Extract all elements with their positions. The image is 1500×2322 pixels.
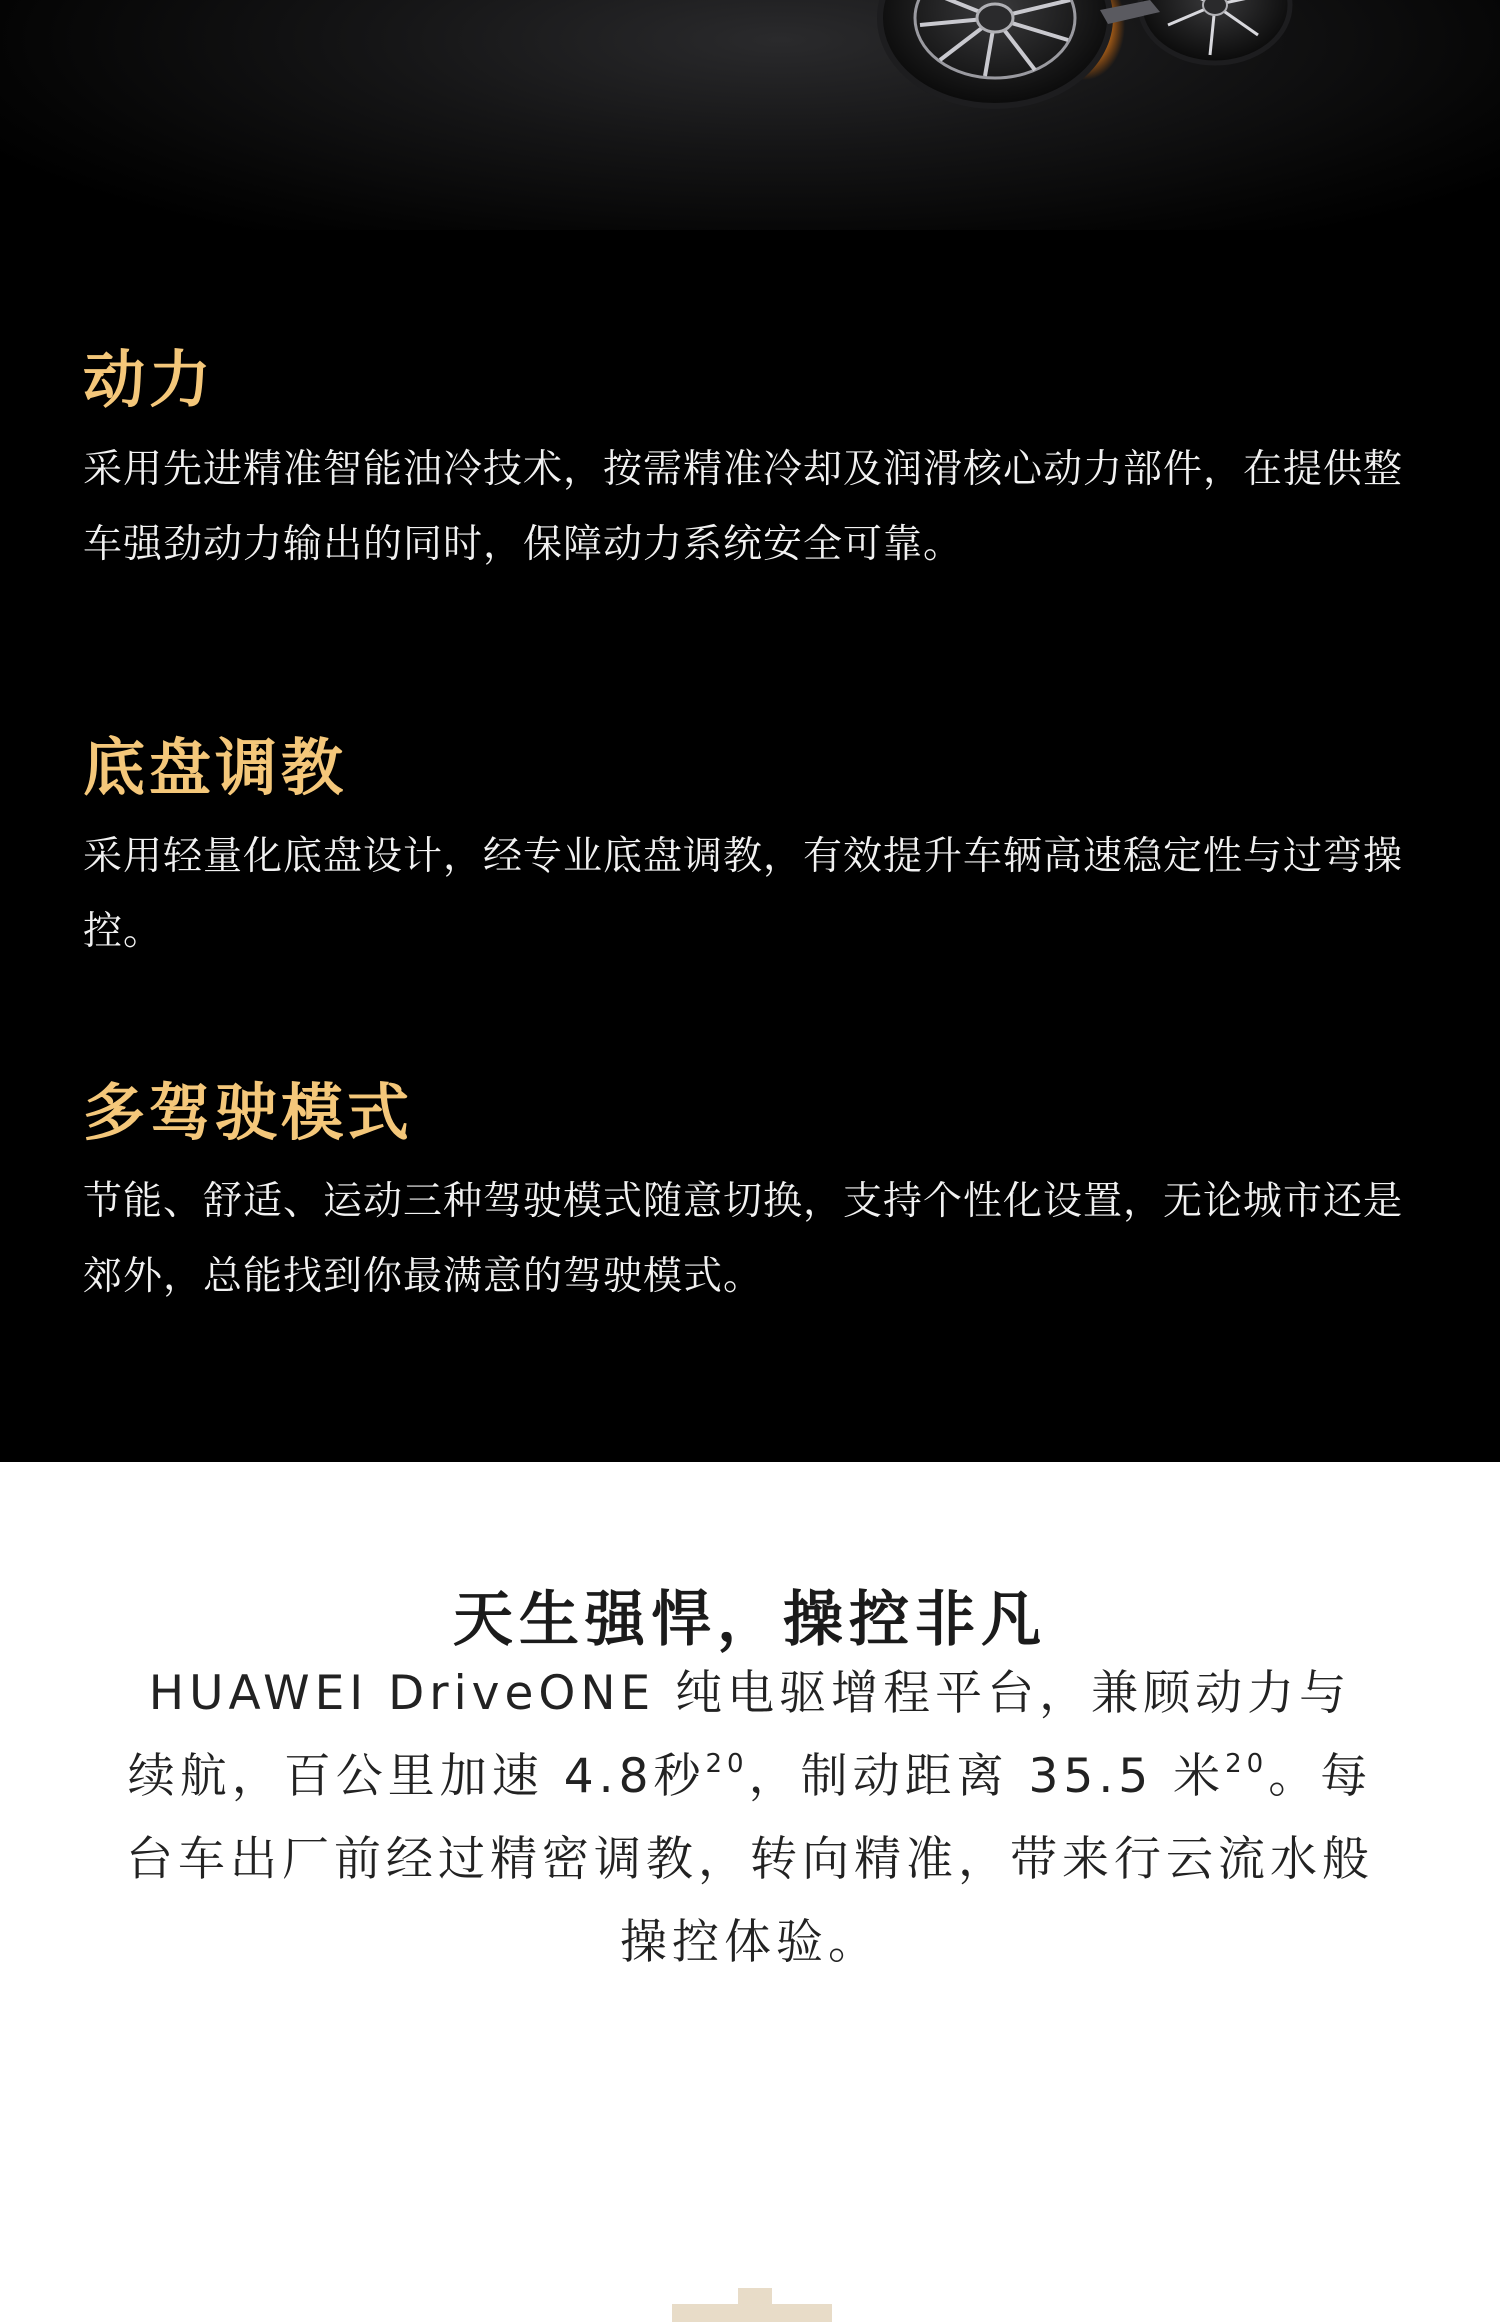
rear-wheel (1140, 0, 1290, 63)
feature-desc-power: 采用先进精准智能油冷技术，按需精准冷却及润滑核心动力部件，在提供整车强劲动力输出的同时，保障动力系统安全可靠。 (83, 447, 1404, 567)
performance-body-part1: HUAWEI DriveONE 纯电驱增程平台，兼顾动力与续航，百公里加速 4.8秒 (127, 1666, 1352, 1804)
performance-body-part2: ，制动距离 35.5 米 (748, 1749, 1226, 1804)
partial-heading-glyph-shape (672, 2282, 832, 2322)
feature-desc-drive-modes: 节能、舒适、运动三种驾驶模式随意切换，支持个性化设置，无论城市还是郊外，总能找到你最满意的驾驶模式。 (83, 1179, 1404, 1299)
feature-title-drive-modes: 多驾驶模式 (83, 1076, 414, 1149)
feature-title-power: 动力 (83, 343, 216, 416)
footnote-marker: 20 (705, 1749, 749, 1779)
performance-body (125, 1652, 1375, 1984)
feature-desc-chassis: 采用轻量化底盘设计，经专业底盘调教，有效提升车辆高速稳定性与过弯操控。 (83, 834, 1404, 954)
performance-body-part3: 。每台车出厂前经过精密调教，转向精准，带来行云流水般操控体验。 (126, 1749, 1374, 1970)
front-wheel (880, 0, 1110, 106)
next-section-heading-glyph (672, 2282, 832, 2322)
performance-section (0, 1462, 1500, 2322)
car-wheels-hero-image (0, 0, 1500, 230)
performance-headline: 天生强悍，操控非凡 (453, 1585, 1047, 1655)
car-wheels-illustration (0, 0, 1500, 230)
footnote-marker: 20 (1225, 1749, 1269, 1779)
feature-title-chassis: 底盘调教 (83, 731, 348, 804)
